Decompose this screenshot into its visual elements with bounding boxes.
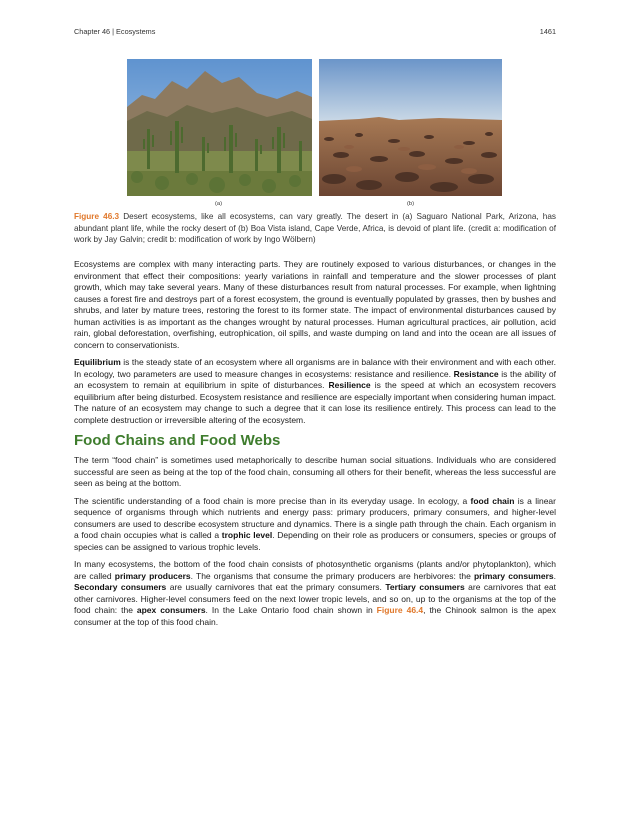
caption-text: Desert ecosystems, like all ecosystems, can vary greatly. The desert in (a) Saguaro National Park, Arizona, has abundant plant life, while the rocky desert of (b) Boa Vista island, Cape Verde, Africa, is devoid of plant life. (credit a: modification of work by Jay Galvin; credit b: modification of work by Ingo Wölbern) [74, 212, 557, 245]
text: is a linear sequence of organisms through which nutrients and energy pass: primary producers, primary consumers, and higher-level consumers are used to describe ecosystem structure and dynamics. There is a single path through the chain. Each organism in a food chain occupies what is called a [74, 495, 556, 540]
text: is the ability of an ecosystem to remain at equilibrium in spite of disturbances. [74, 368, 556, 390]
text: The scientific understanding of a food chain is more precise than in its everyday usage. In ecology, a [74, 495, 471, 506]
saguaro-desert-illustration [127, 59, 312, 196]
text: . In the Lake Ontario food chain shown in [205, 605, 377, 615]
paragraph-equilibrium [74, 357, 556, 426]
text: is the speed at which an ecosystem recovers equilibrium after being disturbed. Ecosystem resistance and resilience are especially important when considering human impact. The nature of an ecosystem may change to such a degree that it can lose its resilience entirely. This process can lead to the complete destruction or irreversible altering of the ecosystem. [74, 380, 557, 425]
rocky-desert-illustration [319, 59, 502, 196]
page-number: 1461 [539, 27, 556, 36]
text: . [553, 570, 556, 581]
paragraph-producers-consumers [74, 559, 556, 628]
term-tertiary-consumers: Tertiary consumers [385, 582, 465, 592]
term-trophic-level: trophic level [221, 530, 273, 540]
body-text [74, 259, 556, 634]
term-apex-consumers: apex consumers [136, 605, 206, 615]
term-equilibrium: Equilibrium [74, 357, 121, 367]
saguaro-desert-photo [127, 59, 312, 196]
text: . Depending on their role as producers or consumers, species or groups of species can be assigned to various trophic levels. [74, 530, 557, 552]
figure-46-4-link[interactable]: Figure 46.4 [376, 605, 424, 615]
term-resistance: Resistance [453, 368, 499, 379]
panel-b-label: (b) [407, 201, 415, 207]
rocky-desert-photo [319, 59, 502, 196]
paragraph-food-chain-definition [74, 496, 556, 554]
text: In many ecosystems, the bottom of the food chain consists of photosynthetic organisms (plants and/or phytoplankton), which are called [74, 559, 556, 581]
figure-ref-46-3: Figure 46.3 [74, 212, 120, 221]
paragraph-disturbances: Ecosystems are complex with many interacting parts. They are routinely exposed to various disturbances, or changes in the environment that effect their compositions: yearly variations in rainfall and temperature and the slower processes of plant growth, which may take several years. Many of these disturbances result from natural processes. For example, when lightning causes a forest fire and destroys part of a forest ecosystem, the ground is eventually populated by grasses, then by bushes and shrubs, and later by mature trees, restoring the forest to its former state. The impact of environmental disturbances caused by human activities is as important as the changes wrought by natural processes. Human agricultural practices, air pollution, acid rain, global deforestation, overfishing, eutrophication, oil spills, and waste dumping on land and into the ocean are all issues of concern to conservationists. [74, 259, 556, 350]
chapter-title: Chapter 46 | Ecosystems [74, 27, 156, 36]
paragraph-food-chain-metaphor: The term “food chain” is sometimes used metaphorically to describe human social situations. Individuals who are considered successful are seen as being at the top of the food chain, consuming all others for their benefit, whereas the less successful are seen as being at the bottom. [74, 455, 556, 488]
text: . The organisms that consume the primary producers are herbivores: the [190, 570, 474, 581]
figure-caption [74, 211, 556, 246]
text: , the Chinook salmon is the apex consumer at the top of this food chain. [74, 605, 556, 627]
term-food-chain: food chain [470, 495, 515, 506]
text: are carnivores that eat other carnivores. Higher-level consumers feed on the next lower tropic levels, and so on, up to the organisms at the top of the food chain: the [74, 582, 556, 615]
text: are usually carnivores that eat the primary consumers. [166, 582, 386, 592]
text: is the steady state of an ecosystem where all organisms are in balance with their environment and with each other. In ecology, two parameters are used to measure changes in ecosystems: resistance and resilience. [74, 357, 556, 379]
panel-a-label: (a) [215, 201, 223, 207]
term-primary-producers: primary producers [114, 570, 191, 581]
term-resilience: Resilience [328, 380, 371, 390]
section-heading: Food Chains and Food Webs [74, 432, 281, 449]
term-secondary-consumers: Secondary consumers [74, 582, 167, 592]
term-primary-consumers: primary consumers [473, 570, 554, 581]
